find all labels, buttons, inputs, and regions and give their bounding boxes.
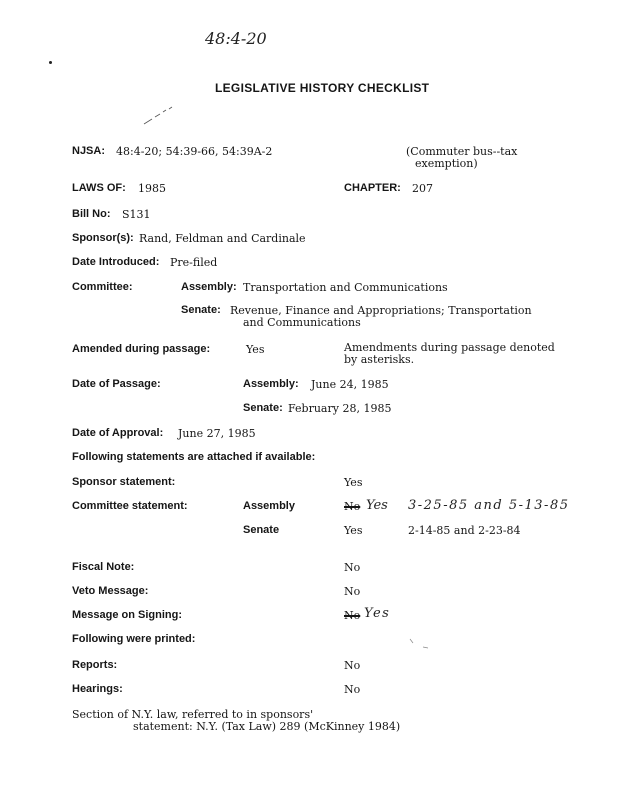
committee-statement-label: Committee statement: xyxy=(72,500,188,512)
section-note-line1: Section of N.Y. law, referred to in sponsors' xyxy=(72,708,314,721)
committee-statement-assembly-label: Assembly xyxy=(243,500,295,512)
fiscal-note-value: No xyxy=(344,561,361,574)
sponsors-label: Sponsor(s): xyxy=(72,232,134,244)
bill-no-label: Bill No: xyxy=(72,208,111,220)
pen-scribble-mark xyxy=(142,106,174,126)
committee-senate-label: Senate: xyxy=(181,304,221,316)
committee-statement-assembly-dates: 3-25-85 and 5-13-85 xyxy=(408,498,570,513)
veto-message-value: No xyxy=(344,585,361,598)
committee-label: Committee: xyxy=(72,281,133,293)
njsa-value: 48:4-20; 54:39-66, 54:39A-2 xyxy=(116,145,273,158)
passage-senate-label: Senate: xyxy=(243,402,283,414)
reports-value: No xyxy=(344,659,361,672)
handwritten-file-number: 48:4-20 xyxy=(205,29,267,48)
date-introduced-label: Date Introduced: xyxy=(72,256,160,268)
veto-message-label: Veto Message: xyxy=(72,585,149,597)
sponsor-statement-value: Yes xyxy=(344,476,363,489)
message-on-signing-handwritten: Yes xyxy=(364,606,391,621)
committee-statement-senate-value: Yes xyxy=(344,524,363,537)
committee-senate-value-line2: and Communications xyxy=(243,316,361,329)
passage-senate-value: February 28, 1985 xyxy=(288,402,392,415)
amended-value: Yes xyxy=(246,343,265,356)
reports-label: Reports: xyxy=(72,659,118,671)
passage-assembly-value: June 24, 1985 xyxy=(311,378,389,391)
section-note-line2: statement: N.Y. (Tax Law) 289 (McKinney 1984) xyxy=(133,720,401,733)
faint-pen-mark xyxy=(408,636,432,650)
passage-assembly-label: Assembly: xyxy=(243,378,299,390)
fiscal-note-label: Fiscal Note: xyxy=(72,561,135,573)
date-of-passage-label: Date of Passage: xyxy=(72,378,161,390)
following-printed-label: Following were printed: xyxy=(72,633,196,645)
committee-statement-senate-dates: 2-14-85 and 2-23-84 xyxy=(408,524,521,537)
laws-of-label: LAWS OF: xyxy=(72,182,126,194)
committee-statement-senate-label: Senate xyxy=(243,524,280,536)
stray-dot-mark xyxy=(49,61,52,64)
committee-senate-value-line1: Revenue, Finance and Appropriations; Transportation xyxy=(230,304,532,317)
amended-label: Amended during passage: xyxy=(72,343,211,355)
amended-note-line2: by asterisks. xyxy=(344,353,415,366)
laws-of-value: 1985 xyxy=(138,182,166,195)
page-title: LEGISLATIVE HISTORY CHECKLIST xyxy=(215,81,430,95)
njsa-note-line1: (Commuter bus--tax xyxy=(406,145,518,158)
njsa-note-line2: exemption) xyxy=(415,157,478,170)
hearings-value: No xyxy=(344,683,361,696)
bill-no-value: S131 xyxy=(122,208,151,221)
date-of-approval-label: Date of Approval: xyxy=(72,427,164,439)
date-of-approval-value: June 27, 1985 xyxy=(178,427,256,440)
following-attached-heading: Following statements are attached if available: xyxy=(72,451,316,463)
sponsors-value: Rand, Feldman and Cardinale xyxy=(139,232,306,245)
hearings-label: Hearings: xyxy=(72,683,123,695)
sponsor-statement-label: Sponsor statement: xyxy=(72,476,176,488)
message-on-signing-label: Message on Signing: xyxy=(72,609,183,621)
njsa-label: NJSA: xyxy=(72,145,106,157)
committee-statement-assembly-struck: No xyxy=(344,500,361,513)
committee-statement-assembly-handwritten: Yes xyxy=(366,498,388,513)
message-on-signing-struck: No xyxy=(344,609,361,622)
amended-note-line1: Amendments during passage denoted xyxy=(344,341,555,354)
committee-assembly-label: Assembly: xyxy=(181,281,237,293)
date-introduced-value: Pre-filed xyxy=(170,256,218,269)
chapter-value: 207 xyxy=(412,182,433,195)
committee-assembly-value: Transportation and Communications xyxy=(243,281,448,294)
chapter-label: CHAPTER: xyxy=(344,182,401,194)
